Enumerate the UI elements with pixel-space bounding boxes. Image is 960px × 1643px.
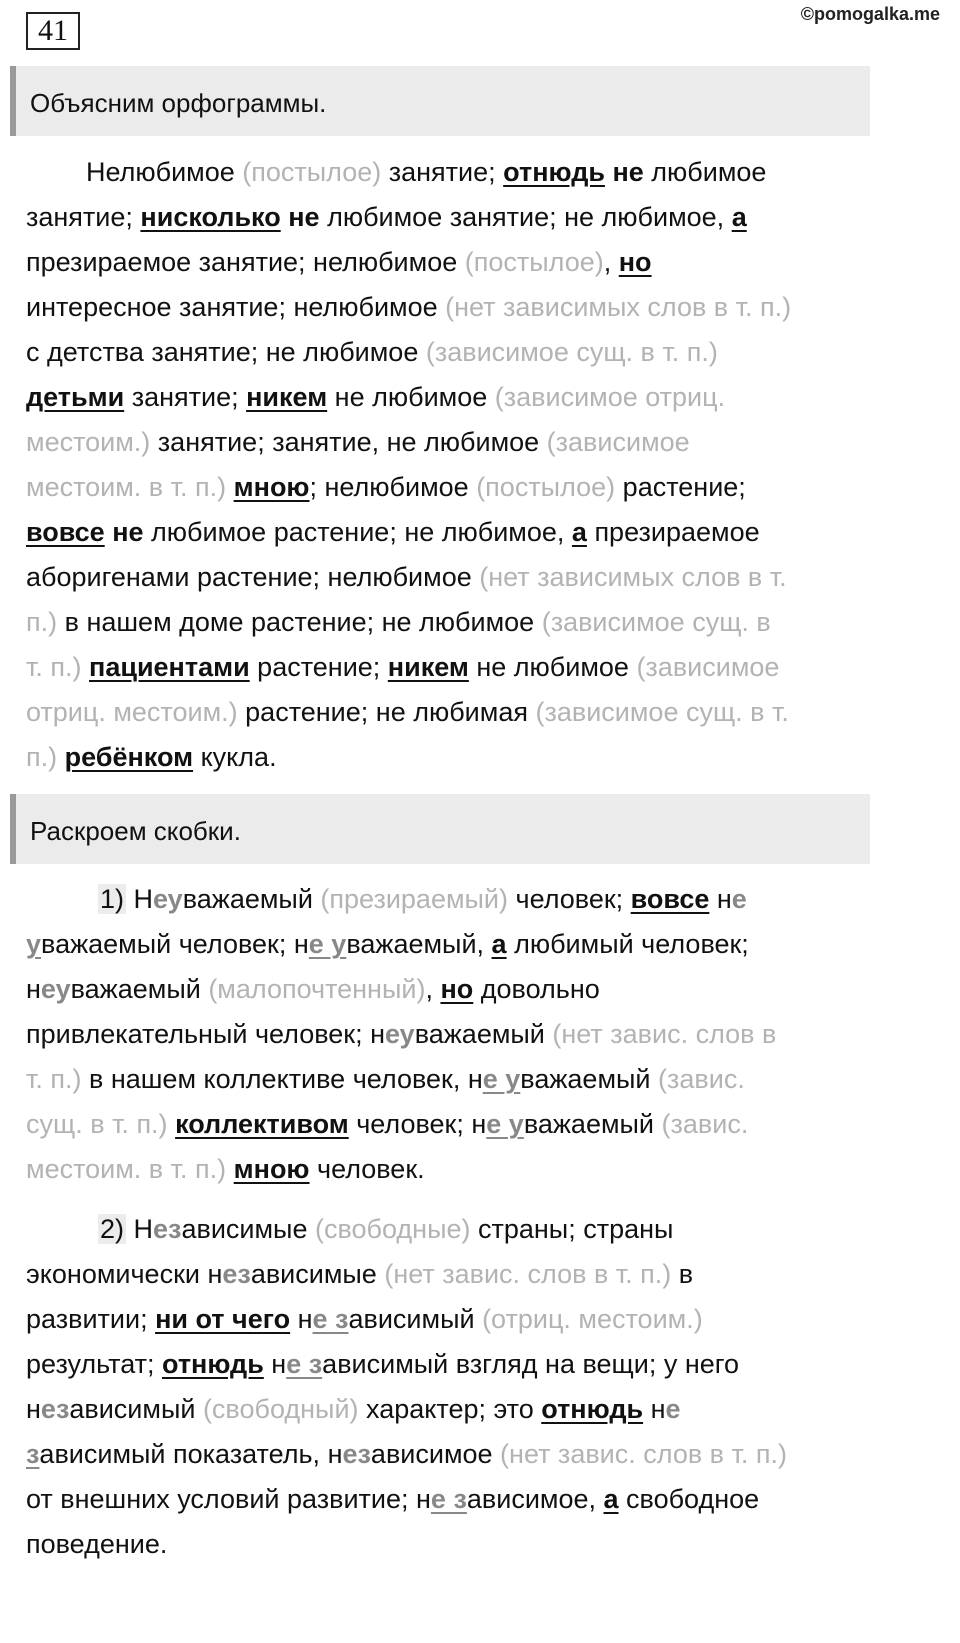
text-run: любимый человек;: [506, 929, 749, 959]
key-word: а: [491, 929, 507, 959]
text-run: развитии;: [26, 1304, 156, 1334]
dependent-note: п.): [26, 742, 58, 772]
dependent-note: сущ. в т. п.): [26, 1109, 168, 1139]
brackets-item-1: [26, 877, 926, 1192]
text-run: результат;: [26, 1349, 162, 1379]
spelling-separate: е з: [312, 1304, 349, 1334]
text-run: н: [290, 1304, 313, 1334]
text-line: [26, 465, 926, 510]
key-word: отнюдь: [162, 1349, 264, 1379]
text-line: [26, 1342, 926, 1387]
particle: не: [112, 517, 144, 547]
particle: не: [288, 202, 320, 232]
dependent-note: (отриц. местоим.): [482, 1304, 703, 1334]
dependent-note: (постылое): [242, 157, 382, 187]
text-run: в нашем коллективе человек, н: [81, 1064, 483, 1094]
text-line: [26, 1147, 926, 1192]
particle: не: [612, 157, 644, 187]
dependent-note: (постылое): [476, 472, 616, 502]
text-run: [82, 652, 90, 682]
text-line: [26, 735, 926, 780]
spelling-separate: е з: [430, 1484, 467, 1514]
dependent-note: (нет зависимых слов в т. п.): [445, 292, 792, 322]
text-run: н: [709, 884, 732, 914]
key-word: вовсе: [26, 517, 105, 547]
text-line: [26, 1057, 926, 1102]
dependent-note: (зависимое: [546, 427, 690, 457]
text-line: [26, 375, 926, 420]
key-word: а: [571, 517, 587, 547]
text-run: занятие; занятие, не любимое: [150, 427, 547, 457]
spelling-fused: еу: [153, 884, 183, 914]
text-run: Н: [126, 884, 154, 914]
text-line: [26, 555, 926, 600]
text-run: [226, 1154, 234, 1184]
key-word: ребёнком: [64, 742, 194, 772]
text-run: человек; н: [348, 1109, 487, 1139]
text-line: [26, 240, 926, 285]
dependent-note: (зависимое сущ. в: [541, 607, 771, 637]
text-run: в: [671, 1259, 694, 1289]
text-line: [26, 1102, 926, 1147]
text-line: [26, 285, 926, 330]
spelling-fused: е: [731, 884, 747, 914]
site-watermark[interactable]: ©pomogalka.me: [800, 4, 940, 24]
section-heading-orthograms: Объясним орфограммы.: [10, 66, 870, 136]
text-run: ; нелюбимое: [309, 472, 477, 502]
text-run: свободное: [618, 1484, 760, 1514]
spelling-fused: ез: [222, 1259, 251, 1289]
text-run: не любимое: [327, 382, 495, 412]
key-word: отнюдь: [541, 1394, 644, 1424]
spelling-fused: еу: [385, 1019, 415, 1049]
text-run: [168, 1109, 176, 1139]
item-number: 1): [100, 884, 125, 914]
dependent-note: т. п.): [26, 1064, 82, 1094]
brackets-item-2: [26, 1207, 926, 1567]
key-word: мною: [233, 1154, 310, 1184]
spelling-fused: ез: [40, 1394, 70, 1424]
text-run: ,: [603, 247, 619, 277]
text-line: [26, 420, 926, 465]
dependent-note: (свободный): [202, 1394, 359, 1424]
dependent-note: (завис.: [661, 1109, 749, 1139]
text-run: экономически н: [26, 1259, 223, 1289]
text-run: ависимый: [348, 1304, 483, 1334]
dependent-note: (нет зависимых слов в т.: [479, 562, 787, 592]
text-run: не любимое: [468, 652, 637, 682]
text-run: ,: [425, 974, 441, 1004]
text-run: от внешних условий развитие; н: [26, 1484, 431, 1514]
text-line: [26, 922, 926, 967]
section-heading-brackets: Раскроем скобки.: [10, 794, 870, 864]
dependent-note: (нет завис. слов в: [552, 1019, 777, 1049]
dependent-note: местоим. в т. п.): [26, 472, 227, 502]
dependent-note: (зависимое: [636, 652, 780, 682]
spelling-separate: е у: [486, 1109, 524, 1139]
text-run: довольно: [473, 974, 600, 1004]
text-run: любимое: [643, 157, 767, 187]
text-run: занятие;: [381, 157, 504, 187]
text-run: Нелюбимое: [86, 157, 243, 187]
text-run: ависимое: [370, 1439, 501, 1469]
text-run: привлекательный человек; н: [26, 1019, 385, 1049]
text-run: кукла.: [193, 742, 277, 772]
key-word: но: [440, 974, 474, 1004]
text-line: [26, 1012, 926, 1057]
text-line: [26, 330, 926, 375]
text-run: н: [26, 1394, 41, 1424]
text-run: ависимые: [250, 1259, 385, 1289]
text-run: ависимые: [181, 1214, 315, 1244]
text-run: растение; не любимая: [237, 697, 536, 727]
text-run: занятие;: [124, 382, 247, 412]
text-run: растение;: [615, 472, 746, 502]
dependent-note: (свободные): [314, 1214, 471, 1244]
text-run: любимое занятие; не любимое,: [319, 202, 732, 232]
text-line: [26, 1297, 926, 1342]
text-run: Н: [126, 1214, 154, 1244]
text-run: любимое растение; не любимое,: [143, 517, 572, 547]
item-number: 2): [100, 1214, 125, 1244]
text-run: важаемый: [414, 1019, 553, 1049]
text-line: [26, 1477, 926, 1522]
text-run: характер; это: [358, 1394, 542, 1424]
orthograms-paragraph: [26, 150, 926, 780]
key-word: мною: [233, 472, 310, 502]
key-word: а: [603, 1484, 619, 1514]
text-run: ависимый показатель, н: [39, 1439, 343, 1469]
spelling-separate: е з: [286, 1349, 323, 1379]
text-run: н: [263, 1349, 287, 1379]
text-run: с детства занятие; не любимое: [26, 337, 426, 367]
text-run: презираемое занятие; нелюбимое: [26, 247, 465, 277]
text-line: [26, 645, 926, 690]
text-line: [26, 195, 926, 240]
text-run: аборигенами растение; нелюбимое: [26, 562, 480, 592]
text-run: ависимое,: [466, 1484, 604, 1514]
text-run: поведение.: [26, 1529, 168, 1559]
text-run: занятие;: [26, 202, 141, 232]
dependent-note: (постылое): [464, 247, 604, 277]
spelling-fused: еу: [40, 974, 71, 1004]
text-run: растение;: [249, 652, 388, 682]
dependent-note: местоим. в т. п.): [26, 1154, 227, 1184]
text-run: важаемый: [520, 1064, 658, 1094]
text-run: в нашем доме растение; не любимое: [57, 607, 542, 637]
text-line: [26, 600, 926, 645]
key-word: нисколько: [140, 202, 281, 232]
dependent-note: (завис.: [658, 1064, 745, 1094]
text-run: н: [26, 974, 41, 1004]
text-run: ависимый взгляд на вещи; у него: [322, 1349, 740, 1379]
text-line: [26, 510, 926, 555]
text-line: [26, 690, 926, 735]
key-word: детьми: [26, 382, 125, 412]
spelling-fused: ез: [342, 1439, 371, 1469]
dependent-note: (зависимое сущ. в т.: [535, 697, 789, 727]
dependent-note: (нет завис. слов в т. п.): [384, 1259, 672, 1289]
dependent-note: (зависимое сущ. в т. п.): [425, 337, 718, 367]
dependent-note: местоим.): [26, 427, 151, 457]
dependent-note: (нет завис. слов в т. п.): [500, 1439, 788, 1469]
spelling-separate: у: [26, 929, 42, 959]
text-run: человек.: [309, 1154, 425, 1184]
text-line: [26, 1387, 926, 1432]
key-word: но: [618, 247, 652, 277]
text-run: важаемый человек; н: [41, 929, 309, 959]
dependent-note: п.): [26, 607, 58, 637]
dependent-note: (малопочтенный): [208, 974, 426, 1004]
spelling-fused: е: [665, 1394, 681, 1424]
exercise-number: 41: [26, 12, 80, 50]
key-word: а: [731, 202, 747, 232]
text-run: [226, 472, 234, 502]
text-line: [26, 877, 926, 922]
text-line: [26, 1522, 926, 1567]
text-run: н: [643, 1394, 666, 1424]
text-line: [26, 967, 926, 1012]
spelling-separate: е у: [308, 929, 347, 959]
text-run: ависимый: [69, 1394, 203, 1424]
text-run: страны; страны: [470, 1214, 674, 1244]
text-line: [26, 150, 926, 195]
key-word: пациентами: [89, 652, 250, 682]
text-run: презираемое: [586, 517, 760, 547]
text-run: [57, 742, 65, 772]
spelling-separate: з: [26, 1439, 40, 1469]
text-run: важаемый,: [346, 929, 492, 959]
text-run: интересное занятие; нелюбимое: [26, 292, 446, 322]
key-word: ни от чего: [155, 1304, 291, 1334]
text-run: человек;: [508, 884, 631, 914]
key-word: отнюдь: [503, 157, 605, 187]
text-run: важаемый: [70, 974, 209, 1004]
key-word: вовсе: [630, 884, 710, 914]
key-word: никем: [246, 382, 328, 412]
text-line: [26, 1252, 926, 1297]
spelling-separate: е у: [482, 1064, 521, 1094]
text-line: [26, 1207, 926, 1252]
text-run: важаемый: [523, 1109, 662, 1139]
dependent-note: (зависимое отриц.: [494, 382, 726, 412]
key-word: коллективом: [175, 1109, 349, 1139]
dependent-note: т. п.): [26, 652, 82, 682]
dependent-note: отриц. местоим.): [26, 697, 238, 727]
text-run: важаемый: [182, 884, 321, 914]
dependent-note: (презираемый): [320, 884, 509, 914]
key-word: никем: [387, 652, 469, 682]
text-line: [26, 1432, 926, 1477]
spelling-fused: ез: [153, 1214, 182, 1244]
